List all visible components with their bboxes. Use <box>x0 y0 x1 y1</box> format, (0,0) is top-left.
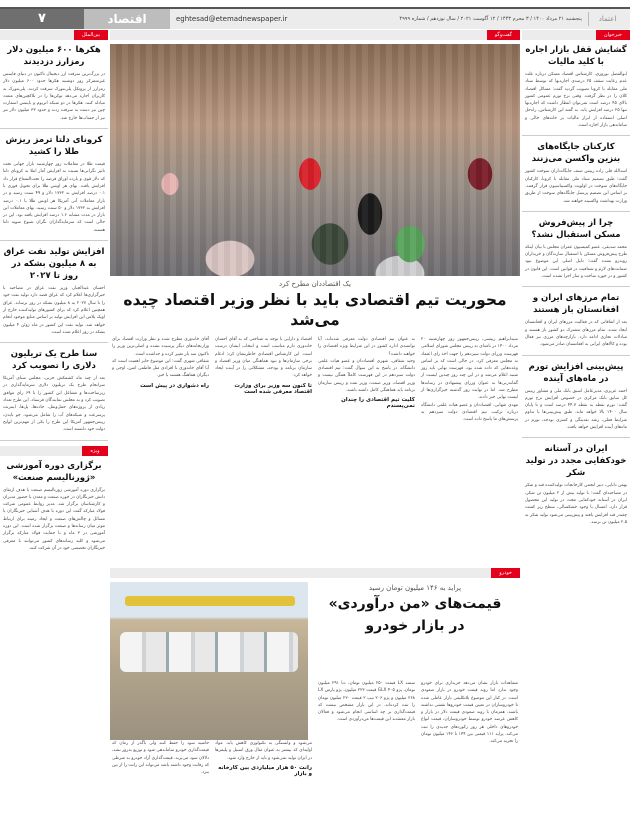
article-column <box>318 680 415 820</box>
article-column <box>112 336 209 564</box>
paragraph: سمند LX قیمت ۲۵۰ میلیون تومان، دنا ۲۹۱ میلیون تومان، پژو ۴۰۵ GLX قیمت ۲۲۳ میلیون، پژو پارس LX ۲۶۸ میلیون و پژو ۲۰۶ تیپ ۲ قیمت ۲۳۰ میلیون تومان را ثبت کرده‌اند. در این بازار مشخص نیست که قیمت‌گذاری بر چه اساسی انجام می‌شود و فعالان بازار معتقدند این قیمت‌ها من‌درآوردی است. <box>318 681 416 723</box>
paragraph: آقای خاندوزی مطرح شده و نظر وزارت اقتصاد برای وزارتخانه‌های دیگر پرسیده نشده و اصلی‌ترین وزیر را تاکنون سه بار تغییر کرده و جداشده است. <box>112 337 209 357</box>
section-email-link[interactable]: eghtesad@etemadnewspaper.ir <box>176 15 288 23</box>
story-body: بهمن دانایی، دبیر انجمن کارخانجات تولیدکننده قند و شکر در مصاحبه‌ای گفت: با تولید بیش از ۲ میلیون تن شکر، ایران در آستانه خودکفایی مجدد در تولید این محصول قرار دارد. امسال با وجود خشکسالی، سطح زیر کشت چغندر قند افزایش یافته و پیش‌بینی می‌شود تولید شکر به ۲.۵ میلیون تن برسد. <box>525 483 627 525</box>
story-title: کارکنان جایگاه‌های بنزین واکسن می‌زنند <box>531 142 621 165</box>
kicker-bar <box>522 30 630 40</box>
story-body: احمد عزیزی، مدیرعامل اسبق بانک ملی و مشاور رییس کل سابق بانک مرکزی در خصوص افزایش نرخ تورم گفت: تورم نقطه به نقطه ۴۴.۷ درصد است و تا پایان سال ۱۴۰۰ بالا خواهد ماند. طبق پیش‌بینی‌ها با تداوم شرایط فعلی، رشد نقدینگی و کسری بودجه، تورم در ماه‌های آینده افزایش خواهد یافت. <box>525 388 628 431</box>
story-title: تمام مرزهای ایران و افغانستان باز هستند <box>532 293 620 316</box>
car-article-top <box>110 582 520 680</box>
news-story <box>522 443 630 532</box>
story-body: در بزرگ‌ترین سرقت ارز دیجیتال تاکنون در دنیای فایننس غیرمتمرکز روز دوشنبه هکرها حدود ۶۰۰ میلیون دلار رمزارز از پروتکل پلی‌نتورک سرقت کردند. پلی‌نتورک به کاربران اجازه می‌دهد توکن‌ها را در بلاکچین‌های متعدد مبادله کنند. هکرها در دو شبکه اتریوم و بایننس اسمارت چین نیز دست به سرقت زدند و حدود ۳۳ میلیون دلار تتر نیز از حساب‌ها خارج شد. <box>3 72 106 121</box>
news-story <box>0 460 108 559</box>
kicker-bar <box>110 30 520 40</box>
kicker-news-reader: خبرخوان <box>596 30 630 40</box>
story-title: گشایش قفل بازار اجاره با کلید مالیات <box>525 45 627 67</box>
car-lot-photo <box>110 582 308 740</box>
story-body: محمد صدیقی، عضو کمیسیون عمران مجلس با بیان اینکه طرح پیش‌فروش مسکن با استقبال سازندگان و خریداران روبه‌رو نشده گفت: دلیل اصلی این موضوع نبود ضمانت‌های لازم و شفافیت در قوانین است. این قانون در کشور و در حوزه ساخت و ساز اجرا نشده است. <box>525 244 627 280</box>
kicker-bar <box>0 446 108 456</box>
article-body <box>110 336 520 564</box>
main-column <box>110 30 520 820</box>
article-headline-line2: در بازار خودرو <box>365 618 465 634</box>
inline-subheading: راه دشواری در پیش است <box>140 382 209 389</box>
story-title: ایران در آستانه خودکفایی مجدد در تولید شکر <box>525 444 627 479</box>
article-column <box>421 680 518 820</box>
story-title: سنا طرح یک تریلیون دلاری را تصویب کرد <box>10 349 98 372</box>
article-column <box>215 336 312 564</box>
news-story <box>0 134 108 241</box>
paragraph: سیدابراهیم رییسی، رییس‌جمهور روز چهارشنبه ۲۰ مرداد ۱۴۰۰ در نامه‌ای به رییس مجلس شورای اسلامی فهرست وزرای دولت سیزدهم را جهت اخذ رای اعتماد به مجلس معرفی کرد. در حالی است که بر اساس وعده‌هایی که داده شده بود، فهرست نهایی باید روز شنبه اعلام می‌شد و در این چند روز چندین لیست از گمانه‌زنی‌ها به عنوان وزرای پیشنهادی در رسانه‌ها مطرح شد. اما در نهایت روز گذشته خبرگزاری‌ها از لیست نهایی خبر دادند. <box>421 337 518 401</box>
news-story <box>522 217 630 287</box>
story-title: هکرها ۶۰۰ میلیون دلار رمزارز دزدیدند <box>7 45 101 67</box>
article-subhead: پراید به ۱۴۶ میلیون تومان رسید <box>368 584 462 592</box>
story-body: ابوالفضل نوروزی، کارشناس اقتصاد مسکن درباره علت عدم رعایت سقف ۲۵ درصدی اجاره‌بها که توسط ستاد ملی مقابله با کرونا تصویب گردید گفت: مسائل اقتصاد کلان را در نظر گرفت. وقتی نرخ تورم عمومی کشور بالای ۴۵ درصد است نمی‌توان انتظار داشت که اجاره‌بها تنها ۲۵ درصد افزایش یابد. به گفته این کارشناس، راه‌حل اصلی استفاده از ابزار مالیات بر خانه‌های خالی و ساماندهی بازار اجاره است. <box>525 72 628 129</box>
paragraph: شقاقی شهری گفت: این موضوع حایز اهمیت است که آیا آقای خاندوزی با افرادی مثل فاطمی امین، اوجی و دیگران هماهنگ هستند یا خیر. <box>112 358 209 379</box>
article-headline: محوریت تیم اقتصادی باید با نظر وزیر اقتصاد چیده می‌شد <box>123 291 507 329</box>
kicker-bar <box>110 568 520 578</box>
news-story <box>0 348 108 440</box>
paragraph: به عنوان تیم اقتصادی دولت معرفی شده‌اند، آیا توانمندی اداره کشور در این شرایط ویژه اقتصادی را خواهند داشت؟ <box>318 337 415 357</box>
kicker-special: ویژه <box>82 446 108 456</box>
story-body: برگزاری دوره آموزشی ژورنالیسم صنعت با هدف ارتقای دانش خبرنگاران در حوزه صنعت و معدن با حضور مدیران و کارشناسان برگزار شد. مدیر روابط عمومی شرکت فولاد مبارکه گفت این دوره با هدف آشنایی خبرنگاران با مسائل و چالش‌های صنعت و ایجاد زمینه برای ارتباط موثر میان رسانه‌ها و صنعت برگزار شده است. این دوره آموزشی در ۳ ماه و با حمایت فولاد مبارکه برگزار می‌شود و کلیه رسانه‌های کشور می‌توانند با معرفی خبرنگاران تخصصی خود در آن شرکت کنند. <box>3 487 105 551</box>
paragraph: مشاهدات بازار نشان می‌دهد خریداری برای خودرو وجود ندارد اما روند قیمت خودرو در بازار صعودی است. در کنار این موضوع بلاتکلیفی بازار عاملی شده تا خودروسازان در تعیین قیمت خودروها نقشی نداشته باشند. همزمان با روند صعودی قیمت دلار در بازار و کاهش عرضه خودرو توسط خودروسازان، قیمت انواع خودروهای داخلی هر روز رکوردهای جدیدی را ثبت می‌کند. پراید ۱۱۱ قیمتی بین ۱۴۴ تا ۱۴۶ میلیون تومان را تجربه می‌کند. <box>421 681 518 745</box>
crowd-street-photo <box>110 44 520 276</box>
paragraph: می‌شود و وابستگی به تکنولوژی کاهش یابد. مواد اولیه‌ای که بیشتر به عنوان مثال ورق استیل و پلیمرها در ایران تولید نمی‌شود و باید از خارج وارد شود. <box>215 741 312 761</box>
news-story <box>522 44 630 136</box>
inline-subheading: تا کنون سه وزیر برای وزارت اقتصاد معرفی شده است <box>234 382 312 395</box>
dateline: پنجشنبه ۲۱ مرداد ۱۴۰۰ / ۳ محرم ۱۴۴۳ / ۱۲ آگوست ۲۰۲۱ / سال نوزدهم / شماره ۴۹۹۹ <box>399 16 582 22</box>
story-title: چرا از پیش‌فروش مسکن استقبال نشد؟ <box>531 217 621 240</box>
article-column <box>421 336 518 564</box>
article-headline: قیمت‌های «من درآوردی» <box>328 596 502 612</box>
story-body: بعد از چند ماه کشمکش حزبی، مجلس سنای آمریکا سرانجام طرح یک تریلیون دلاری سرمایه‌گذاری در زیرساخت‌ها و مشاغل این کشور را با ۶۹ رای موافق تصویب کرد و به مجلس نمایندگان فرستاد. این طرح تعداد زیادی از پروژه‌های حمل‌ونقل، جاده‌ها، پل‌ها، اینترنت پرسرعت و شبکه‌های آب را شامل می‌شود. جو بایدن، رییس‌جمهور آمریکا این طرح را یکی از مهم‌ترین لوایح دولت خود دانسته است. <box>3 376 105 433</box>
story-body: بعد از اتفاقاتی که در فعالیت مرزهای ایران و افغانستان ایجاد شده، تمام مرزهای مشترک دو کشور باز هستند و مبادلات تجاری ادامه دارد. بازارچه‌های مرزی نیز فعال بوده و کالاهای ایرانی به افغانستان صادر می‌شود. <box>525 320 627 348</box>
story-title: پیش‌بینی افزایش تورم در ماه‌های آینده <box>528 361 624 384</box>
news-story <box>0 246 108 343</box>
paragraph: وحید شقاقی، شهری اقتصاددان و عضو هیات علمی دانشگاه، در پاسخ به این سوال گفت: تیم اقتصادی دولت سیزدهم در این فهرست کاملاً همگن نیست و وزیر اقتصاد، وزیر صمت، وزیر نفت و رییس سازمان برنامه باید هماهنگی کامل داشته باشند. <box>318 358 415 394</box>
news-story <box>522 141 630 211</box>
kicker-international: بین‌الملل <box>74 30 108 40</box>
right-column <box>522 30 630 820</box>
story-body: قیمت طلا در معاملات روز چهارشنبه بازار جهانی تحت تاثیر نگرانی‌ها نسبت به افزایش آمار ابتلا به کرونای دلتا که دلار قوی و بازده اوراق قرضه را تحت‌الشعاع قرار داد افزایش یافت. بهای هر اونس طلا برای تحویل فوری با ۰.۱ درصد افزایش به ۱۷۳۲ دلار و ۴۹ سنت رسید و در بازار معاملات آتی آمریکا هر اونس طلا با ۰.۱ درصد افزایش به ۱۷۳۲ دلار و ۵۰ سنت رسید. بهای معاملات این بازار در مدت مشابه ۱.۶ درصد افزایش یافته بود. این در حالی است که سرمایه‌گذاران نگران شیوع سویه دلتا هستند. <box>3 162 105 233</box>
page-number: ۷ <box>0 9 84 29</box>
paragraph: اقتصاد و دارایی با توجه به شناختی که به آقای احسان خاندوزی دارم مناسب است و انتخاب ایشان درست است. این کارشناس اقتصادی خاطرنشان کرد: ادغام برخی سازمان‌ها و نبود هماهنگی میان وزیر اقتصاد و سازمان برنامه و بودجه، مشکلاتی را در آینده ایجاد خواهد کرد. <box>215 337 312 379</box>
kicker-interview: گفت‌وگو <box>487 30 520 40</box>
newspaper-logo: اعتماد <box>588 12 626 26</box>
story-body: احسان عبدالجبار، وزیر نفت عراق در مصاحبه با خبرگزاری‌ها اعلام کرد که عراق قصد دارد تولید نفت خود را تا سال ۲۰۲۷ به ۸ میلیون بشکه در روز برساند. عراق همچنین اعلام کرد که برای کشورهای تولیدکننده خارج از اوپک پلاس این افزایش تولید بر اساس منابع موجود انجام خواهد شد. تولید نفت این کشور در ماه ژوئن ۴ میلیون بشکه در روز اعلام شده است. <box>3 286 105 335</box>
story-title: افزایش تولید نفت عراق به ۸ میلیون بشکه در روز تا ۲۰۲۷ <box>3 247 105 282</box>
inline-subheading: کلیت تیم اقتصادی را چندان نمی‌پسندم <box>341 397 415 410</box>
news-story <box>522 292 630 355</box>
left-column <box>0 30 108 820</box>
section-name: اقتصاد <box>84 9 170 29</box>
page-header <box>0 7 630 29</box>
car-article-heading <box>310 582 520 680</box>
kicker-auto: خودرو <box>491 568 520 578</box>
story-title: برگزاری دوره آموزشی «ژورنالیسم صنعت» <box>6 460 102 483</box>
news-story <box>522 361 630 439</box>
kicker-bar <box>0 30 108 40</box>
paragraph: حاشیه سود را حفظ کنند ولی باگذر از زمان که قیمت‌گذاری خودرو ساماندهی شود و توزیع به‌روز نشد، دلالان سود می‌برند. قیمت‌گذاری آزاد خودرو به شرطی که رقابت وجود داشته باشد می‌تواند این رانت را از بین ببرد. <box>112 741 209 776</box>
story-title: کرونای دلتا ترمز ریزش طلا را کشید <box>5 135 103 158</box>
story-body: اسدالله قلی زاده رییس صنف جایگاه‌داران سوخت کشور گفت: طبق تصمیم ستاد ملی مقابله با کرونا، کارکنان جایگاه‌های سوخت در اولویت واکسیناسیون قرار گرفتند. بر اساس این تصمیم پرسنل جایگاه‌های سوخت از طریق وزارت بهداشت واکسینه خواهند شد. <box>525 169 627 204</box>
news-story <box>0 44 108 129</box>
article-subhead: یک اقتصاددان مطرح کرد <box>279 280 351 288</box>
inline-subheading: رانت ۵۰ هزار میلیاردی بین کارخانه و بازار <box>218 764 312 777</box>
article-column <box>318 336 415 564</box>
car-market-article <box>110 568 520 820</box>
paragraph: مهدی شهابی، اقتصاددان و عضو هیات علمی دانشگاه درباره ترکیب تیم اقتصادی دولت سیزدهم به پرسش‌های ما پاسخ داده است. <box>421 402 518 423</box>
